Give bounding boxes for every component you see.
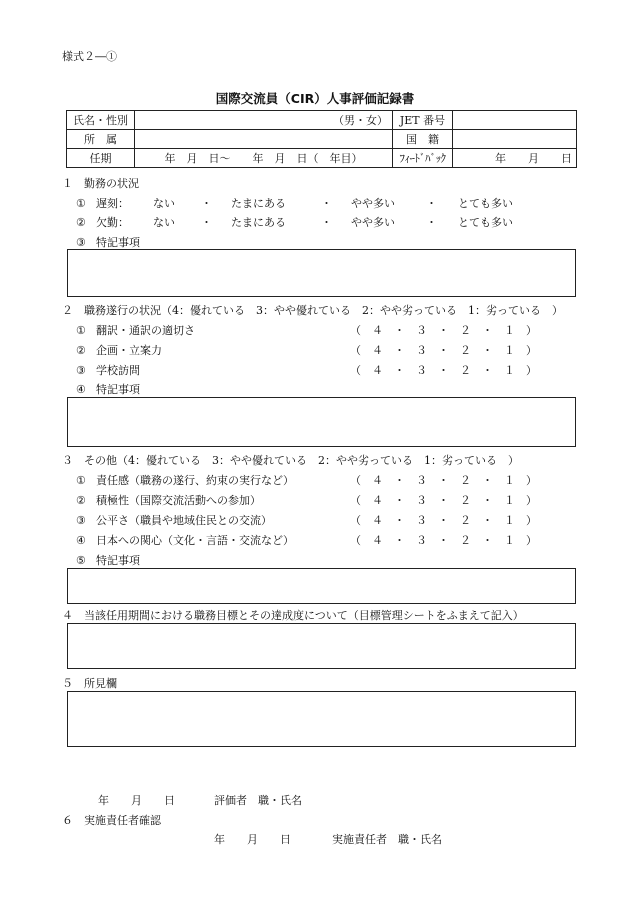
section1-notes-label bbox=[76, 234, 140, 250]
other-row bbox=[76, 532, 537, 548]
duty-row bbox=[76, 342, 537, 358]
duty-row bbox=[76, 322, 537, 338]
other-row bbox=[76, 492, 537, 508]
section3-notes-label bbox=[76, 552, 140, 568]
section4-heading: ４ 当該任用期間における職務目標とその達成度について（目標管理シートをふまえて記入） bbox=[62, 609, 524, 622]
item-label: 積極性（国際交流活動への参加） bbox=[96, 494, 261, 507]
header-table bbox=[66, 110, 577, 168]
item-number: ② bbox=[76, 344, 86, 357]
affiliation-label: 所 属 bbox=[67, 130, 135, 149]
option-somewhat-often[interactable]: やや多い bbox=[351, 197, 395, 210]
item-label: 欠勤： bbox=[96, 216, 129, 229]
notes-label: 特記事項 bbox=[96, 383, 140, 396]
separator: ・ bbox=[426, 197, 437, 210]
item-number: ③ bbox=[76, 514, 86, 527]
supervisor-label: 実施責任者 職・氏名 bbox=[332, 833, 442, 846]
rating-scale[interactable]: （ ４ ・ ３ ・ ２ ・ １ ） bbox=[350, 364, 537, 377]
option-very-often[interactable]: とても多い bbox=[458, 216, 513, 229]
notes-label: 特記事項 bbox=[96, 236, 140, 249]
notes-label: 特記事項 bbox=[96, 554, 140, 567]
option-somewhat-often[interactable]: やや多い bbox=[351, 216, 395, 229]
item-number: ③ bbox=[76, 236, 86, 249]
section2-heading: ２ 職務遂行の状況（4：優れている 3：やや優れている 2：やや劣っている 1：劣っている ） bbox=[62, 304, 563, 317]
other-row bbox=[76, 512, 537, 528]
separator: ・ bbox=[426, 216, 437, 229]
item-number: ① bbox=[76, 324, 86, 337]
feedback-date: 年 月 日 bbox=[495, 152, 572, 165]
feedback-field[interactable] bbox=[453, 149, 577, 168]
section1-notes-box[interactable] bbox=[67, 249, 576, 297]
item-label: 企画・立案力 bbox=[96, 344, 162, 357]
attendance-row-late bbox=[76, 195, 513, 211]
separator: ・ bbox=[321, 216, 332, 229]
duty-row bbox=[76, 362, 537, 378]
rating-scale[interactable]: （ ４ ・ ３ ・ ２ ・ １ ） bbox=[350, 344, 537, 357]
separator: ・ bbox=[201, 197, 212, 210]
section3-notes-box[interactable] bbox=[67, 568, 576, 604]
name-gender-field[interactable] bbox=[135, 111, 393, 130]
evaluator-date[interactable]: 年 月 日 bbox=[98, 794, 175, 807]
rating-scale[interactable]: （ ４ ・ ３ ・ ２ ・ １ ） bbox=[350, 514, 537, 527]
section6-heading: ６ 実施責任者確認 bbox=[62, 814, 161, 827]
section2-notes-box[interactable] bbox=[67, 397, 576, 447]
nationality-label: 国 籍 bbox=[393, 130, 453, 149]
supervisor-date[interactable]: 年 月 日 bbox=[214, 833, 291, 846]
item-number: ② bbox=[76, 216, 86, 229]
item-number: ① bbox=[76, 197, 86, 210]
page-title: 国際交流員（CIR）人事評価記録書 bbox=[215, 91, 415, 106]
nationality-field[interactable] bbox=[453, 130, 577, 149]
term-value: 年 月 日～ 年 月 日（ 年目） bbox=[164, 152, 363, 165]
evaluator-label: 評価者 職・氏名 bbox=[214, 794, 302, 807]
section5-heading: ５ 所見欄 bbox=[62, 677, 117, 690]
other-row bbox=[76, 472, 537, 488]
separator: ・ bbox=[201, 216, 212, 229]
option-none[interactable]: ない bbox=[153, 197, 175, 210]
supervisor-line bbox=[214, 831, 442, 847]
item-number: ① bbox=[76, 474, 86, 487]
section2-notes-label bbox=[76, 381, 140, 397]
item-label: 日本への関心（文化・言語・交流など） bbox=[96, 534, 294, 547]
term-label: 任期 bbox=[67, 149, 135, 168]
feedback-label: ﾌｨｰﾄﾞﾊﾞｯｸ bbox=[393, 149, 453, 168]
item-number: ④ bbox=[76, 383, 86, 396]
rating-scale[interactable]: （ ４ ・ ３ ・ ２ ・ １ ） bbox=[350, 474, 537, 487]
gender-options: （男・女） bbox=[333, 114, 388, 127]
item-label: 責任感（職務の遂行、約束の実行など） bbox=[96, 474, 294, 487]
item-label: 遅刻： bbox=[96, 197, 129, 210]
rating-scale[interactable]: （ ４ ・ ３ ・ ２ ・ １ ） bbox=[350, 494, 537, 507]
affiliation-field[interactable] bbox=[135, 130, 393, 149]
evaluator-line bbox=[98, 792, 302, 808]
item-label: 公平さ（職員や地域住民との交流） bbox=[96, 514, 272, 527]
section3-heading: ３ その他（4：優れている 3：やや優れている 2：やや劣っている 1：劣っている ） bbox=[62, 454, 519, 467]
attendance-row-absence bbox=[76, 214, 513, 230]
section5-box[interactable] bbox=[67, 691, 576, 747]
option-sometimes[interactable]: たまにある bbox=[231, 216, 286, 229]
option-none[interactable]: ない bbox=[153, 216, 175, 229]
section4-box[interactable] bbox=[67, 623, 576, 669]
form-id: 様式２―① bbox=[62, 50, 117, 63]
option-sometimes[interactable]: たまにある bbox=[231, 197, 286, 210]
item-number: ③ bbox=[76, 364, 86, 377]
item-label: 翻訳・通訳の適切さ bbox=[96, 324, 195, 337]
separator: ・ bbox=[321, 197, 332, 210]
section1-heading: １ 勤務の状況 bbox=[62, 177, 139, 190]
item-label: 学校訪問 bbox=[96, 364, 140, 377]
rating-scale[interactable]: （ ４ ・ ３ ・ ２ ・ １ ） bbox=[350, 534, 537, 547]
item-number: ② bbox=[76, 494, 86, 507]
term-field[interactable] bbox=[135, 149, 393, 168]
jet-no-field[interactable] bbox=[453, 111, 577, 130]
name-gender-label: 氏名・性別 bbox=[67, 111, 135, 130]
item-number: ④ bbox=[76, 534, 86, 547]
option-very-often[interactable]: とても多い bbox=[458, 197, 513, 210]
item-number: ⑤ bbox=[76, 554, 86, 567]
jet-no-label: JET 番号 bbox=[393, 111, 453, 130]
rating-scale[interactable]: （ ４ ・ ３ ・ ２ ・ １ ） bbox=[350, 324, 537, 337]
